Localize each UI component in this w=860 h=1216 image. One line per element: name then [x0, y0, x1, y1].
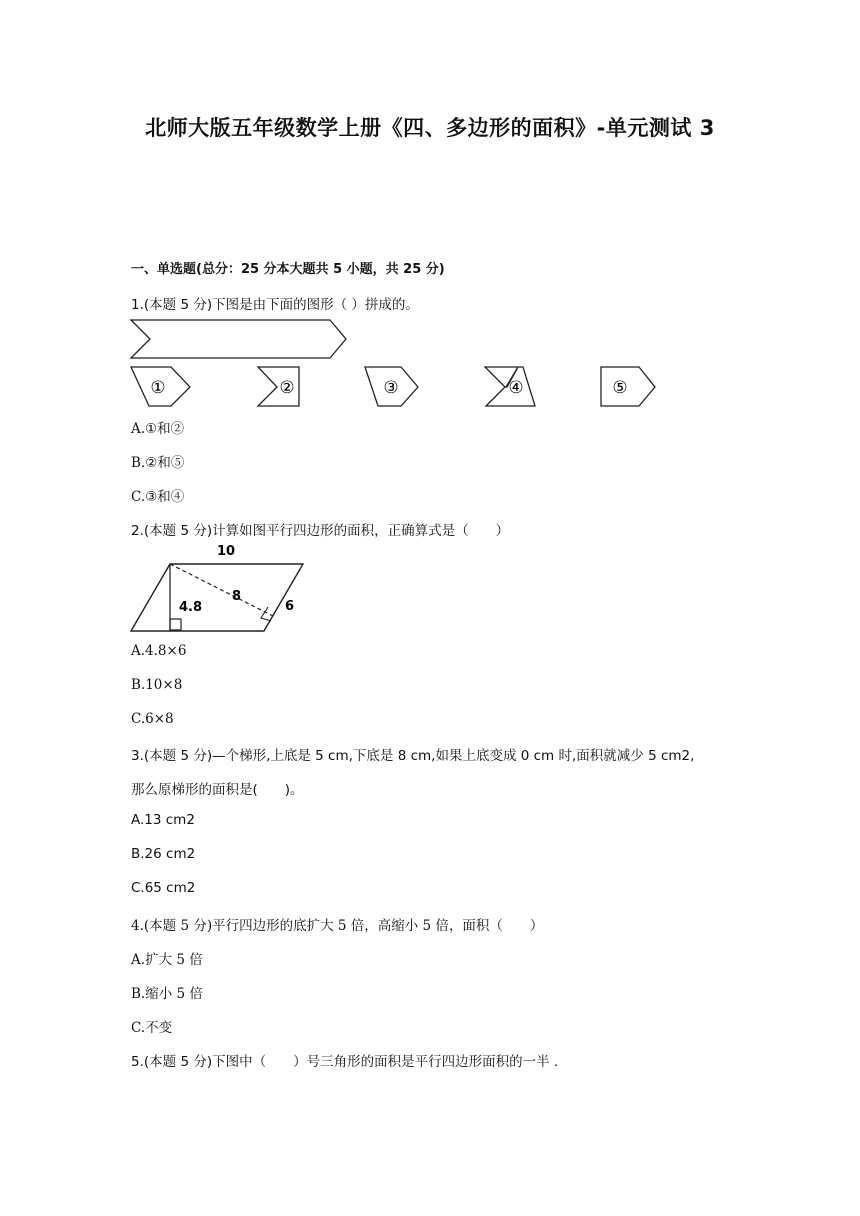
q3-option-c: C.65 cm2 [131, 880, 196, 896]
composite-shape [131, 320, 346, 358]
q2-option-c: C.6×8 [131, 711, 174, 727]
shape-1-label: ① [150, 378, 166, 398]
q1-option-c: C.③和④ [131, 489, 185, 505]
question-4-stem: 4.(本题 5 分)平行四边形的底扩大 5 倍，高缩小 5 倍，面积（ ） [131, 918, 544, 934]
question-3-stem-line2: 那么原梯形的面积是( )。 [131, 782, 304, 798]
label-height: 4.8 [179, 600, 203, 615]
question-2-figure [125, 540, 325, 640]
shape-5-label: ⑤ [612, 378, 628, 398]
page-title: 北师大版五年级数学上册《四、多边形的面积》-单元测试 3 [145, 116, 715, 140]
shape-5 [601, 367, 655, 406]
q4-option-b: B.缩小 5 倍 [131, 986, 203, 1002]
q2-option-a: A.4.8×6 [131, 643, 187, 659]
shape-4-label: ④ [508, 378, 524, 398]
question-3-stem-line1: 3.(本题 5 分)—个梯形,上底是 5 cm,下底是 8 cm,如果上底变成 0 cm 时,面积就减少 5 cm2, [131, 748, 695, 764]
q3-option-b: B.26 cm2 [131, 846, 196, 862]
q4-option-c: C.不变 [131, 1020, 173, 1036]
label-top: 10 [216, 544, 236, 559]
q4-option-a: A.扩大 5 倍 [131, 952, 203, 968]
q3-option-a: A.13 cm2 [131, 812, 195, 828]
section-heading: 一、单选题(总分：25 分本大题共 5 小题，共 25 分) [131, 262, 445, 277]
label-side: 6 [285, 599, 295, 614]
parallelogram [131, 564, 303, 631]
q2-option-b: B.10×8 [131, 677, 183, 693]
question-1-figure [125, 316, 685, 412]
question-5-stem: 5.(本题 5 分)下图中（ ）号三角形的面积是平行四边形面积的一半 . [131, 1054, 559, 1070]
shape-2-label: ② [279, 378, 295, 398]
question-1-stem: 1.(本题 5 分)下图是由下面的图形（ ）拼成的。 [131, 297, 419, 313]
label-diagonal: 8 [232, 589, 242, 604]
q1-option-a: A.①和② [131, 421, 185, 437]
shape-3-label: ③ [383, 378, 399, 398]
question-2-stem: 2.(本题 5 分)计算如图平行四边形的面积，正确算式是（ ） [131, 523, 510, 539]
q1-option-b: B.②和⑤ [131, 455, 185, 471]
